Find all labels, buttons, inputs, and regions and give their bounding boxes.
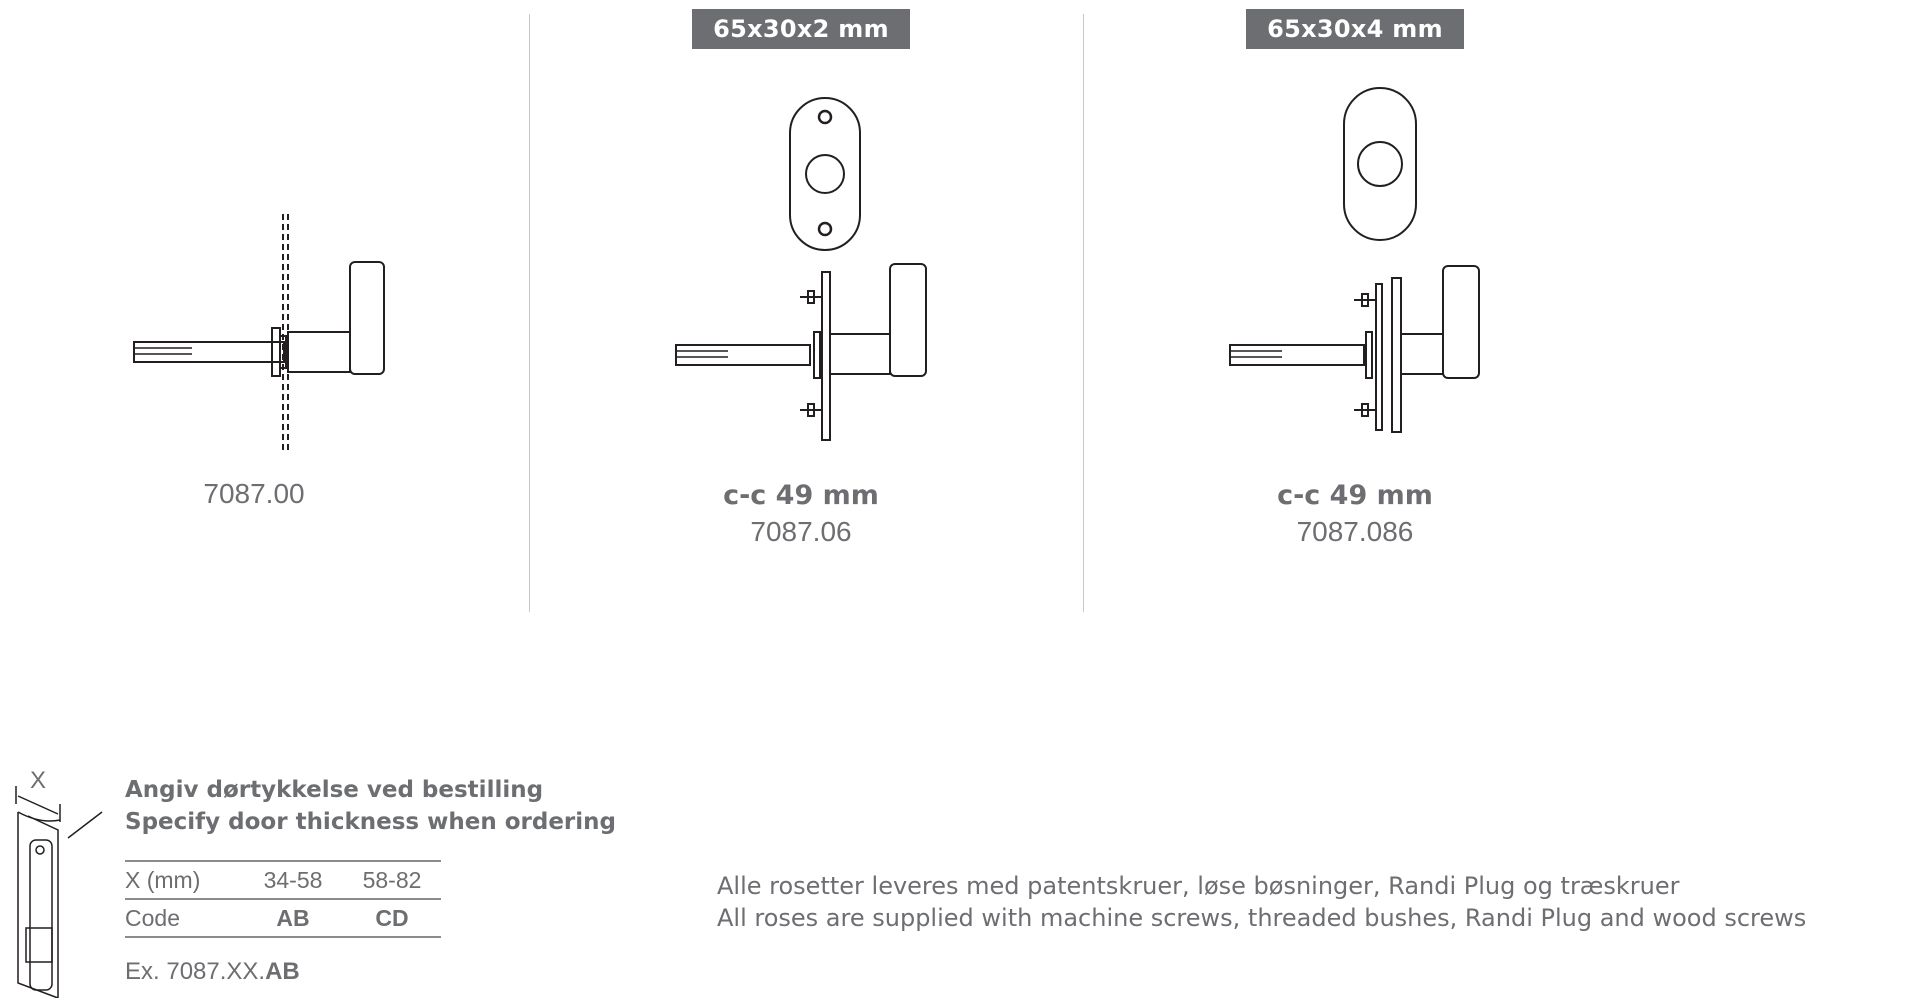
handle-side-view-drawing-2	[660, 260, 960, 440]
order-example-code: AB	[265, 958, 300, 985]
thickness-row1-b: 58-82	[343, 861, 441, 899]
thickness-row1-a: 34-58	[243, 861, 343, 899]
thickness-table	[125, 860, 441, 938]
thickness-heading-da: Angiv dørtykkelse ved bestilling	[125, 777, 544, 803]
product-code-1: 7087.00	[203, 478, 305, 509]
thickness-row1-label: X (mm)	[125, 861, 243, 899]
handle-side-view-drawing-3	[1214, 260, 1514, 440]
rose-size-tag-2: 65x30x4 mm	[1246, 9, 1464, 49]
thickness-row2-a: AB	[243, 899, 343, 937]
table-row	[125, 861, 441, 899]
thickness-row2-label: Code	[125, 899, 243, 937]
thickness-row2-b: CD	[343, 899, 441, 937]
cc-distance-1: c-c 49 mm	[723, 480, 879, 511]
table-row	[125, 899, 441, 937]
info-line-en: All roses are supplied with machine screws, threaded bushes, Randi Plug and wood screws	[717, 904, 1807, 932]
cc-distance-2: c-c 49 mm	[1277, 480, 1433, 511]
column-divider-2	[1083, 14, 1084, 612]
rose-front-view-drawing-2	[1340, 84, 1420, 244]
thickness-heading-en: Specify door thickness when ordering	[125, 809, 616, 835]
handle-side-view-drawing-1	[120, 200, 380, 460]
door-thickness-diagram	[10, 758, 110, 998]
order-example	[125, 958, 300, 986]
column-divider-1	[529, 14, 530, 612]
product-code-2: 7087.06	[750, 516, 852, 547]
product-code-3: 7087.086	[1296, 516, 1414, 547]
info-line-da: Alle rosetter leveres med patentskruer, løse bøsninger, Randi Plug og træskruer	[717, 872, 1680, 900]
order-example-prefix: Ex. 7087.XX.	[125, 958, 266, 985]
door-thickness-x-label: X	[30, 767, 47, 794]
rose-size-tag-1: 65x30x2 mm	[692, 9, 910, 49]
rose-front-view-drawing-1	[786, 94, 866, 254]
